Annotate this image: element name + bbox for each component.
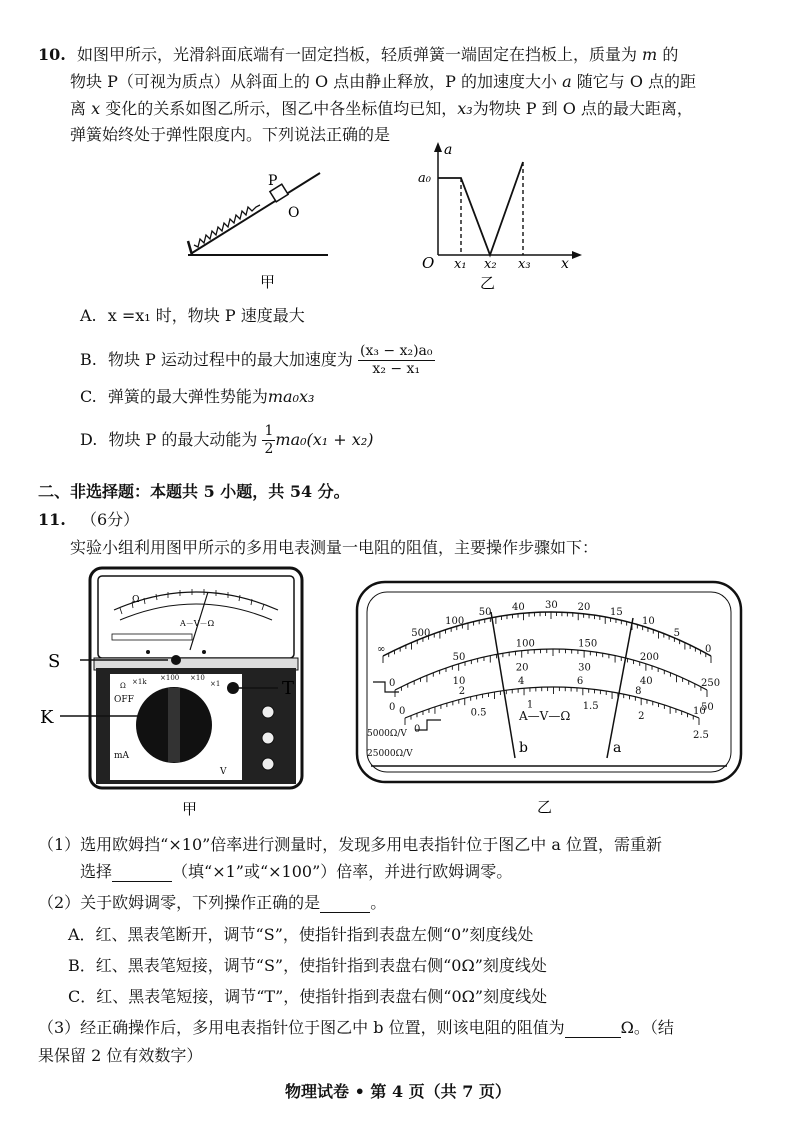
ohm-scale-label: 0 [705,644,712,655]
axis-x: x [561,256,569,272]
q11-header [38,510,139,530]
q10-option-b [80,338,435,382]
ohm-scale-label: 30 [545,600,558,611]
label-s: S [48,651,61,672]
q11-p3-unit: Ω。（结 [620,1018,674,1037]
svg-text:×100: ×100 [160,674,180,682]
label-p: P [268,173,278,189]
ohm-scale-label: 20 [577,601,591,613]
ac-scale-label-a: 10 [693,706,706,717]
q11-p1-rest: （填“×1”或“×100”）倍率，并进行欧姆调零。 [172,862,513,881]
dial-omega-mark: Ω [132,595,140,605]
ohm-scale-label: 15 [609,607,623,619]
dc-scale-label-a: 200 [639,651,659,663]
option-b-fraction [358,343,435,378]
dc-scale-label-b: 20 [515,662,529,674]
ohm-scale-label: 40 [512,601,525,613]
ac-scale-label-b: 1.5 [582,700,599,712]
q10-figure-yi [418,140,588,290]
page-footer: 物理试卷 • 第 4 页（共 7 页） [285,1082,511,1101]
dc-scale-label-b: 40 [639,675,653,687]
q11-p3-line1 [38,1018,674,1038]
dc-scale-label-b: 10 [452,675,466,687]
q11-p2 [38,893,386,913]
ac-scale-label-a: 0 [399,706,406,717]
dial-label-small: A－V－Ω [180,619,215,628]
q11-p1-line1: （1）选用欧姆挡“×10”倍率进行测量时，发现多用电表指针位于图乙中 a 位置，需重新 [38,835,663,854]
spec-2: 25000Ω/V [367,749,413,759]
dc-scale-label-a: 100 [515,638,535,650]
ohm-scale-label: ∞ [377,644,386,655]
axis-a: a [444,142,453,158]
spec-1: 5000Ω/V [367,729,407,739]
option-a-prefix: A. [80,306,97,325]
q10-stem-3a: 离 [70,99,87,118]
dc-scale-label-a: 50 [452,651,466,663]
q11-blank-2[interactable] [320,912,370,913]
ohm-scale-label: 5 [673,628,681,640]
q11-p3-text: （3）经正确操作后，多用电表指针位于图乙中 b 位置，则该电阻的阻值为 [38,1018,565,1037]
section2-title: 二、非选择题：本题共 5 小题，共 54 分。 [38,482,350,501]
option-d-text: 物块 P 的最大动能为 [108,430,258,449]
ac-scale-label-a: 4 [518,676,525,688]
dial-label: A—V—Ω [519,709,571,723]
adjuster-t-knob-icon [227,682,239,694]
q11-intro: 实验小组利用图甲所示的多用电表测量一电阻的阻值，主要操作步骤如下： [70,538,599,557]
ac-scale-label-a: 2 [458,686,466,698]
ohm-scale-label: 100 [445,615,465,627]
q10-line1 [38,45,678,65]
q10-stem-2b: 随它与 O 点的距 [576,72,697,91]
q11-figure-yi-dial [355,578,745,823]
q10-figure-jia [180,165,350,305]
ac-scale-label-a: 8 [635,686,642,698]
option-b-prefix: B. [80,350,97,369]
q10-stem-4: 弹簧始终处于弹性限度内。下列说法正确的是 [70,125,391,144]
ac-scale-label-b: 2 [638,710,645,722]
q10-stem-1-end: 的 [662,45,679,64]
q11-p1-line2 [80,862,512,882]
q10-stem-1: 如图甲所示，光滑斜面底端有一固定挡板，轻质弹簧一端固定在挡板上，质量为 [76,45,637,64]
q10-stem-2a: 物块 P（可视为质点）从斜面上的 O 点由静止释放，P 的加速度大小 [70,72,557,91]
option-d-numerator: 1 [264,423,274,439]
option-c-formula: ma₀x₃ [267,387,315,406]
q11-p1-select: 选择 [80,862,113,881]
q10-option-d [80,420,373,460]
label-o: O [288,205,300,221]
option-d-fraction [262,423,275,458]
screw-s-knob-icon [171,655,181,665]
option-a-text: x =x₁ 时，物块 P 速度最大 [107,306,305,325]
dc-scale-label-a: 250 [701,678,721,689]
tick-x2: x₂ [484,257,497,272]
dc-scale-label-a: 0 [389,678,396,689]
option-b-text: 物块 P 运动过程中的最大加速度为 [107,350,353,369]
origin-o: O [422,254,435,272]
label-k: K [40,707,54,728]
svg-text:Ω: Ω [120,682,126,690]
ohm-scale-label: 50 [478,607,492,619]
svg-text:×10: ×10 [190,674,205,682]
tick-x1: x₁ [454,257,467,272]
caption-yi: 乙 [480,274,496,292]
q11-p2-text: （2）关于欧姆调零，下列操作正确的是 [38,893,321,912]
q11-blank-1[interactable] [112,881,172,882]
pointer-a-label: a [613,740,622,756]
q11-p2-option-a: A．红、黑表笔断开，调节“S”，使指针指到表盘左侧“0”刻度线处 [68,925,534,944]
tick-x3: x₃ [518,257,531,272]
svg-text:×1k: ×1k [132,678,147,686]
q10-line2 [70,72,696,92]
dc-scale-label-b: 50 [701,702,714,713]
caption-jia-11: 甲 [182,800,198,818]
knob-ma-label: mA [114,751,130,761]
caption-jia: 甲 [260,273,276,291]
ac-scale-label-a: 6 [576,676,584,688]
knob-v-label: V [220,767,227,777]
q10-stem-3c: 为物块 P 到 O 点的最大距离， [472,99,693,118]
q11-figure-jia-multimeter [40,562,300,827]
option-c-text: 弹簧的最大弹性势能为 [107,387,268,406]
q10-stem-3b: 变化的关系如图乙所示，图乙中各坐标值均已知， [105,99,458,118]
ac-scale-label-b: 1 [526,699,534,711]
dc-scale-label-a: 150 [578,638,598,650]
q11-p3-line2: 果保留 2 位有效数字） [38,1046,203,1065]
q10-line3 [70,99,693,119]
ac-scale-label-b: 0.5 [470,707,487,719]
dc-scale-label-b: 0 [389,702,396,713]
q11-blank-3[interactable] [565,1037,621,1038]
option-d-formula: ma₀(x₁ + x₂) [275,430,374,449]
q10-option-a [80,306,305,326]
pointer-b-label: b [519,740,528,756]
ac-scale-label-b: 0 [413,724,421,736]
q10-mass-symbol: m [642,45,658,64]
q10-x-symbol: x [91,99,101,118]
caption-yi-11: 乙 [537,798,553,816]
option-c-prefix: C. [80,387,97,406]
q11-p2-option-c: C．红、黑表笔短接，调节“T”，使指针指到表盘右侧“0Ω”刻度线处 [68,987,548,1006]
option-d-prefix: D. [80,430,98,449]
q11-p2-end: 。 [370,893,387,912]
label-t: T [282,678,295,699]
q10-accel-symbol: a [562,72,572,91]
q10-number: 10. [38,45,66,64]
dc-scale-label-b: 30 [578,662,591,674]
q10-x3-symbol: x₃ [457,99,473,118]
q10-option-c [80,387,314,407]
svg-text:×1: ×1 [210,680,221,688]
knob-off-label: OFF [114,695,134,705]
q11-p2-option-b: B．红、黑表笔短接，调节“S”，使指针指到表盘右侧“0Ω”刻度线处 [68,956,547,975]
option-b-numerator: (x₃ − x₂)a₀ [359,343,433,359]
ohm-scale-label: 500 [411,628,431,640]
ohm-scale-label: 10 [641,615,655,627]
q11-score: （6分） [80,510,140,529]
ac-scale-label-b: 2.5 [693,730,709,741]
option-d-denominator: 2 [264,441,274,457]
label-a0: a₀ [418,171,431,186]
q11-number: 11. [38,510,66,529]
option-b-denominator: x₂ − x₁ [372,361,421,377]
spring-icon [194,205,260,247]
